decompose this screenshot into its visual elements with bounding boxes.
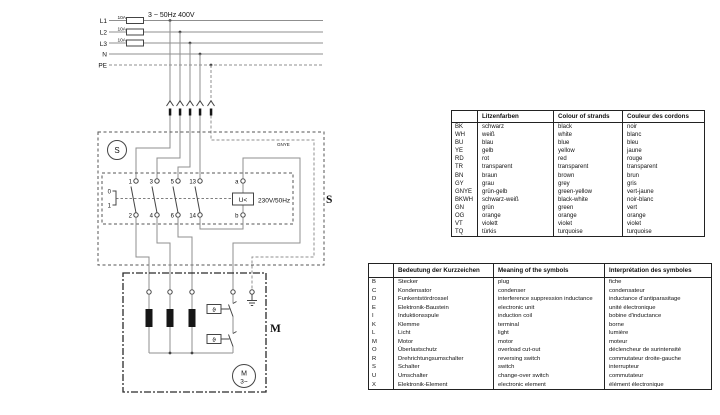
color-de-cell: orange (478, 212, 554, 220)
color-table-row (452, 139, 705, 147)
symbol-en-cell: condenser (494, 287, 605, 296)
rail-label-n: N (102, 51, 107, 59)
symbol-fr-cell: bobine d'inductance (605, 312, 712, 321)
relay-rating-label: 230V/50Hz (258, 197, 291, 205)
table-header-row (452, 111, 705, 123)
position-0-label: 0 (107, 189, 111, 196)
symbol-table-row (369, 304, 712, 313)
symbol-fr-cell: condensateur (605, 287, 712, 296)
terminal-a-label: a (235, 179, 239, 186)
color-en-cell: brown (554, 172, 623, 180)
wire-4-to-motor (157, 217, 170, 289)
symbol-table-row (369, 381, 712, 390)
symbol-table-row (369, 329, 712, 338)
rail-label-pe: PE (98, 62, 107, 70)
undervoltage-relay-label: U< (238, 196, 248, 204)
header-colour-of-strands: Colour of strands (554, 111, 623, 123)
symbol-code-cell: X (372, 381, 376, 388)
color-de-cell: türkis (478, 228, 554, 237)
designator-s: S (326, 194, 333, 206)
symbol-table-row (369, 338, 712, 347)
symbol-de-cell: Überlastschutz (394, 346, 494, 355)
gnye-wire-label: GNYE (277, 142, 290, 147)
theta-symbol: ϑ (212, 336, 216, 344)
symbol-fr-cell: unité électronique (605, 304, 712, 313)
terminal-b-label: b (235, 213, 239, 220)
color-fr-cell: noir-blanc (623, 196, 705, 204)
color-de-cell: violett (478, 220, 554, 228)
motor-terminal-circles (147, 290, 254, 294)
color-code-cell: TQ (455, 229, 464, 236)
symbol-de-cell: Motor (394, 338, 494, 347)
symbol-code-cell: O (372, 347, 377, 354)
color-fr-cell: brun (623, 172, 705, 180)
color-table-row (452, 155, 705, 163)
fuse-icon-l2 (127, 29, 144, 35)
terminal-labels (129, 180, 240, 220)
color-table-row (452, 180, 705, 188)
terminal-1-label: 1 (128, 179, 132, 186)
designator-m: M (270, 323, 281, 335)
color-table-row (452, 212, 705, 220)
terminal-3-label: 3 (149, 179, 153, 186)
color-code-cell: YE (455, 148, 464, 155)
color-fr-cell: blanc (623, 131, 705, 139)
color-table-row (452, 147, 705, 155)
color-de-cell: rot (478, 155, 554, 163)
motor-unit-m (123, 273, 281, 392)
color-table-row (452, 204, 705, 212)
header-interpretation: Interprétation des symboles (605, 264, 712, 278)
color-table-row (452, 131, 705, 139)
wire-color-legend-table (451, 110, 705, 237)
symbol-de-cell: Induktionsspule (394, 312, 494, 321)
position-1-label: 1 (107, 203, 111, 210)
terminal-4-label: 4 (149, 213, 153, 220)
motor-circle-m: M (241, 370, 247, 378)
color-fr-cell: vert (623, 204, 705, 212)
color-code-cell: BKWH (455, 196, 473, 203)
color-code-cell: TR (455, 164, 463, 171)
color-en-cell: green-yellow (554, 188, 623, 196)
color-fr-cell: vert-jaune (623, 188, 705, 196)
drop-wires (136, 21, 314, 290)
color-de-cell: blau (478, 139, 554, 147)
header-bedeutung: Bedeutung der Kurzzeichen (394, 264, 494, 278)
wire-l2-to-terminal3 (157, 116, 180, 179)
symbol-table-row (369, 287, 712, 296)
symbol-code-cell: I (372, 313, 374, 320)
fuse-icon-l3 (127, 40, 144, 46)
symbol-code-cell: C (372, 287, 377, 294)
motor-windings (146, 294, 234, 354)
symbol-fr-cell: inductance d'antiparasitage (605, 295, 712, 304)
symbol-de-cell: Klemme (394, 321, 494, 330)
color-de-cell: weiß (478, 131, 554, 139)
color-de-cell: grau (478, 180, 554, 188)
color-code-cell: BK (455, 124, 464, 130)
symbol-meaning-table (368, 263, 712, 390)
color-fr-cell: bleu (623, 139, 705, 147)
color-code-cell: GY (455, 180, 464, 187)
symbol-code-cell: U (372, 373, 377, 380)
color-de-cell: grün-gelb (478, 188, 554, 196)
symbol-table-row (369, 321, 712, 330)
symbol-en-cell: change-over switch (494, 372, 605, 381)
color-de-cell: gelb (478, 147, 554, 155)
color-code-cell: GNYE (455, 188, 473, 195)
color-de-cell: braun (478, 172, 554, 180)
symbol-en-cell: electronic element (494, 381, 605, 390)
symbol-en-cell: motor (494, 338, 605, 347)
actuator-bracket (113, 191, 117, 205)
symbol-fr-cell: borne (605, 321, 712, 330)
switch-actuator (108, 190, 116, 210)
color-de-cell: transparent (478, 163, 554, 171)
terminal-13-label: 13 (189, 179, 196, 186)
symbol-code-cell: R (372, 355, 377, 362)
symbol-table-row (369, 372, 712, 381)
symbol-table-row (369, 278, 712, 287)
color-en-cell: violet (554, 220, 623, 228)
wire-l1-to-terminal1 (136, 116, 170, 179)
symbol-fr-cell: élément électronique (605, 381, 712, 390)
symbol-table-row (369, 346, 712, 355)
symbol-en-cell: switch (494, 363, 605, 372)
fuse-rating-l1: 10A (117, 16, 126, 21)
theta-symbol: ϑ (212, 306, 216, 314)
color-en-cell: orange (554, 212, 623, 220)
header-litzenfarben: Litzenfarben (478, 111, 554, 123)
header-meaning: Meaning of the symbols (494, 264, 605, 278)
motor-circle-3ph: 3~ (240, 378, 248, 386)
earth-ground-icon (247, 294, 257, 305)
color-code-cell: VT (455, 221, 463, 228)
color-fr-cell: turquoise (623, 228, 705, 237)
symbol-code-cell: M (372, 338, 377, 345)
symbol-fr-cell: déclencheur de surintensité (605, 346, 712, 355)
color-fr-cell: orange (623, 212, 705, 220)
color-table-row (452, 228, 705, 237)
color-en-cell: transparent (554, 163, 623, 171)
color-de-cell: grün (478, 204, 554, 212)
color-fr-cell: transparent (623, 163, 705, 171)
fuse-rating-l3: 10A (117, 38, 126, 44)
symbol-table-row (369, 363, 712, 372)
symbol-fr-cell: lumière (605, 329, 712, 338)
wire-2-to-motor (136, 217, 149, 289)
color-fr-cell: jaune (623, 147, 705, 155)
symbol-de-cell: Stecker (394, 278, 494, 287)
color-en-cell: red (554, 155, 623, 163)
color-code-cell: OG (455, 213, 465, 220)
winding-coil-icon (167, 309, 174, 327)
symbol-code-cell: D (372, 296, 377, 303)
header-code (369, 264, 394, 278)
terminal-6-label: 6 (170, 213, 174, 220)
color-table-row (452, 163, 705, 171)
symbol-en-cell: interference suppression inductance (494, 295, 605, 304)
fuse-rating-l2: 10A (117, 27, 126, 33)
fuse-icon-l1 (127, 18, 144, 24)
symbol-en-cell: electronic unit (494, 304, 605, 313)
color-en-cell: black (554, 123, 623, 132)
color-fr-cell: noir (623, 123, 705, 132)
color-en-cell: white (554, 131, 623, 139)
color-code-cell: GN (455, 204, 464, 211)
switch-contact-blades (131, 187, 200, 213)
plug-connector-icons (167, 101, 215, 116)
symbol-en-cell: reversing switch (494, 355, 605, 364)
color-en-cell: blue (554, 139, 623, 147)
color-en-cell: green (554, 204, 623, 212)
symbol-en-cell: overload cut-out (494, 346, 605, 355)
symbol-code-cell: E (372, 304, 376, 311)
terminal-14-label: 14 (189, 213, 196, 220)
switch-unit-s (98, 132, 332, 289)
winding-coil-icon (146, 309, 153, 327)
power-rails (98, 12, 323, 70)
table-header-row (369, 264, 712, 278)
color-en-cell: turquoise (554, 228, 623, 237)
color-table-row (452, 123, 705, 132)
color-fr-cell: violet (623, 220, 705, 228)
color-fr-cell: gris (623, 180, 705, 188)
symbol-en-cell: plug (494, 278, 605, 287)
symbol-fr-cell: moteur (605, 338, 712, 347)
color-de-cell: schwarz-weiß (478, 196, 554, 204)
color-fr-cell: rouge (623, 155, 705, 163)
symbol-code-cell: S (372, 364, 376, 371)
symbol-de-cell: Elektronik-Element (394, 381, 494, 390)
symbol-en-cell: induction coil (494, 312, 605, 321)
header-couleur-des-cordons: Couleur des cordons (623, 111, 705, 123)
terminal-2-label: 2 (128, 213, 132, 220)
header-code (452, 111, 478, 123)
symbol-fr-cell: fiche (605, 278, 712, 287)
rail-label-l3: L3 (99, 41, 107, 48)
color-code-cell: WH (455, 132, 465, 139)
wire-6-to-motor (178, 217, 192, 289)
symbol-de-cell: Elektronik-Baustein (394, 304, 494, 313)
color-en-cell: yellow (554, 147, 623, 155)
undervoltage-relay (233, 183, 291, 213)
symbol-table-row (369, 312, 712, 321)
color-code-cell: BN (455, 172, 464, 179)
color-code-cell: BU (455, 140, 464, 147)
symbol-fr-cell: interrupteur (605, 363, 712, 372)
symbol-code-cell: B (372, 279, 376, 285)
symbol-fr-cell: commutateur droite-gauche (605, 355, 712, 364)
junction-dot (191, 352, 194, 355)
color-de-cell: schwarz (478, 123, 554, 132)
system-voltage-label: 3 ~ 50Hz 400V (148, 12, 195, 19)
color-code-cell: RD (455, 156, 464, 163)
motor-symbol (233, 365, 256, 388)
color-table-row (452, 196, 705, 204)
symbol-fr-cell: commutateur (605, 372, 712, 381)
color-en-cell: grey (554, 180, 623, 188)
color-table-row (452, 220, 705, 228)
thermal-protectors (207, 294, 237, 353)
color-table-row (452, 188, 705, 196)
symbol-en-cell: light (494, 329, 605, 338)
symbol-de-cell: Licht (394, 329, 494, 338)
rail-label-l1: L1 (99, 18, 107, 25)
symbol-code-cell: L (372, 330, 376, 337)
fuses (117, 15, 143, 46)
symbol-de-cell: Drehrichtungsumschalter (394, 355, 494, 364)
junction-dot (169, 352, 172, 355)
winding-coil-icon (189, 309, 196, 327)
symbol-de-cell: Kondensator (394, 287, 494, 296)
terminal-5-label: 5 (170, 179, 174, 186)
symbol-en-cell: terminal (494, 321, 605, 330)
switch-circle-label: S (114, 146, 120, 155)
rail-label-l2: L2 (99, 29, 107, 37)
color-table-row (452, 172, 705, 180)
symbol-code-cell: K (372, 321, 376, 328)
symbol-table-row (369, 355, 712, 364)
symbol-de-cell: Funkentstördrossel (394, 295, 494, 304)
symbol-de-cell: Schalter (394, 363, 494, 372)
color-en-cell: black-white (554, 196, 623, 204)
symbol-de-cell: Umschalter (394, 372, 494, 381)
symbol-table-row (369, 295, 712, 304)
